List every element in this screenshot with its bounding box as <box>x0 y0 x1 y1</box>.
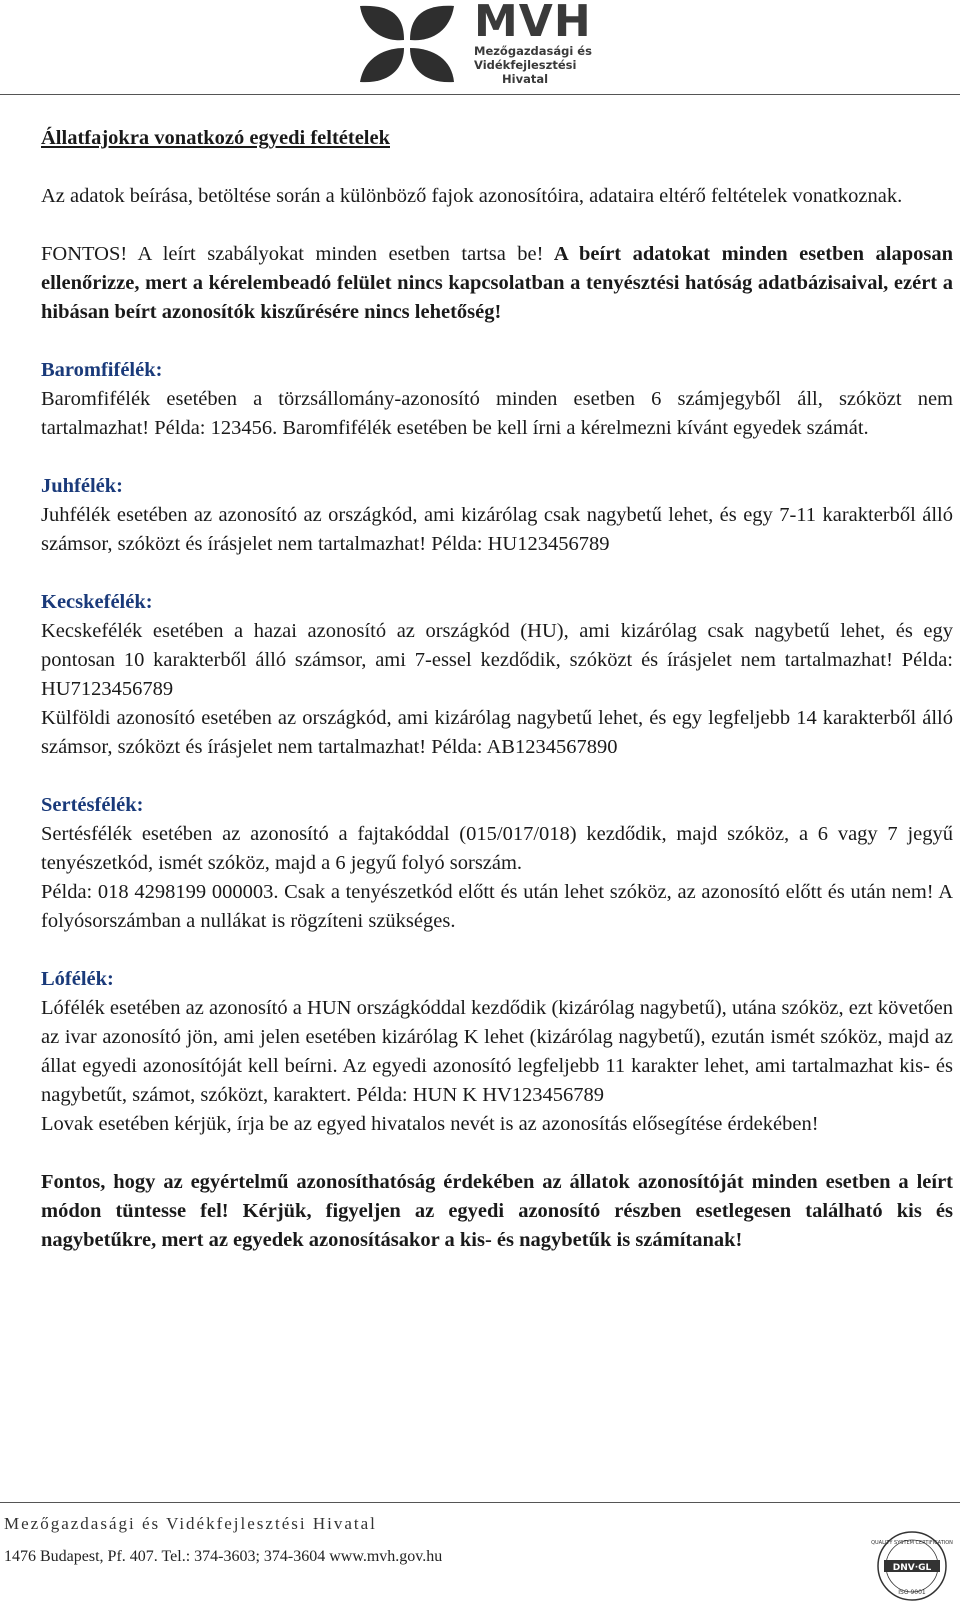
important-rest: A beírt adatokat minden esetben alaposan ellenőrizze, mert a kérelembeadó felület nincs kapcsolatban a tenyésztési hatóság adatbázisaival, ezért a hibásan beírt azonosítók kiszűrésére nincs lehetőség! <box>41 243 953 323</box>
svg-text:QUALITY SYSTEM CERTIFICATION: QUALITY SYSTEM CERTIFICATION <box>871 1540 953 1546</box>
iso-certification-seal-icon <box>866 1520 958 1602</box>
svg-text:ISO 9001: ISO 9001 <box>898 1589 926 1596</box>
footer-org-name: Mezőgazdasági és Vidékfejlesztési Hivatal <box>4 1514 377 1533</box>
section-text-juh: Juhfélék esetében az azonosító az országkód, ami kizárólag csak nagybetű lehet, és egy 7-11 karakterből álló számsor, szóközt és írásjelet nem tartalmazhat! Példa: HU123456789 <box>41 504 953 555</box>
intro-paragraph: Az adatok beírása, betöltése során a különböző fajok azonosítóira, adataira eltérő feltételek vonatkoznak. <box>41 185 903 207</box>
section-text-lo-2: Lovak esetében kérjük, írja be az egyed hivatalos nevét is az azonosítás elősegítése érdekében! <box>41 1113 819 1135</box>
section-text-lo-1: Lófélék esetében az azonosító a HUN országkóddal kezdődik (kizárólag nagybetű), utána szóköz, ezt követően az ivar azonosító jön, ami jelen esetében kizárólag K lehet (kizárólag nagybetű), ezután ismét szóköz, majd az állat egyedi azonosítóját kell beírni. Az egyedi azonosító legfeljebb 11 karakter lehet, ami tartalmazhat kis- és nagybetűt, számot, szóközt, karaktert. Példa: HUN K HV123456789 <box>41 997 953 1106</box>
section-heading-kecske: Kecskefélék: <box>41 591 153 613</box>
section-heading-baromfi: Baromfifélék: <box>41 359 163 381</box>
footer-divider <box>0 1502 960 1503</box>
section-heading-serte: Sertésfélék: <box>41 794 144 816</box>
closing-paragraph: Fontos, hogy az egyértelmű azonosíthatóság érdekében az állatok azonosítóját minden esetben a leírt módon tüntesse fel! Kérjük, figyeljen az egyedi azonosító részben esetlegesen található kis és nagybetűkre, mert az egyedek azonosításakor a kis- és nagybetűk is számítanak! <box>41 1171 953 1251</box>
page-header <box>0 0 960 96</box>
logo-text <box>474 0 614 86</box>
logo-line-2: Vidékfejlesztési <box>474 58 577 72</box>
svg-text:DNV·GL: DNV·GL <box>892 1563 932 1573</box>
mvh-logo-icon <box>356 2 458 86</box>
section-text-serte-2: Példa: 018 4298199 000003. Csak a tenyészetkód előtt és után lehet szóköz, az azonosító előtt és után nem! A folyósorszámban a nullákat is rögzíteni szükséges. <box>41 881 953 932</box>
logo-abbr: MVH <box>474 0 592 47</box>
page-footer <box>0 1500 960 1603</box>
section-text-baromfi: Baromfifélék esetében a törzsállomány-azonosító minden esetben 6 számjegyből áll, szóközt nem tartalmazhat! Példa: 123456. Baromfifélék esetében be kell írni a kérelmezni kívánt egyedek számát. <box>41 388 953 439</box>
important-lead: FONTOS! A leírt szabályokat minden esetben tartsa be! <box>41 243 544 265</box>
logo-line-1: Mezőgazdasági és <box>474 44 592 58</box>
logo-line-3: Hivatal <box>502 72 549 86</box>
section-text-kecske-1: Kecskefélék esetében a hazai azonosító az országkód (HU), ami kizárólag csak nagybetű lehet, és egy pontosan 10 karakterből álló számsor, ami 7-essel kezdődik, szóközt és írásjelet nem tartalmazhat! Példa: HU7123456789 <box>41 620 953 700</box>
header-divider <box>0 94 960 95</box>
section-heading-juh: Juhfélék: <box>41 475 123 497</box>
section-text-serte-1: Sertésfélék esetében az azonosító a fajtakóddal (015/017/018) kezdődik, majd szóköz, a 6 vagy 7 jegyű tenyészetkód, ismét szóköz, majd a 6 jegyű folyó sorszám. <box>41 823 953 874</box>
footer-address: 1476 Budapest, Pf. 407. Tel.: 374-3603; 374-3604 www.mvh.gov.hu <box>4 1548 443 1565</box>
document-body <box>41 124 953 1255</box>
section-heading-lo: Lófélék: <box>41 968 114 990</box>
document-title: Állatfajokra vonatkozó egyedi feltételek <box>41 127 390 149</box>
important-paragraph <box>41 240 953 327</box>
section-text-kecske-2: Külföldi azonosító esetében az országkód, ami kizárólag nagybetű lehet, és egy legfeljebb 14 karakterből álló számsor, szóközt és írásjelet nem tartalmazhat! Példa: AB1234567890 <box>41 707 953 758</box>
